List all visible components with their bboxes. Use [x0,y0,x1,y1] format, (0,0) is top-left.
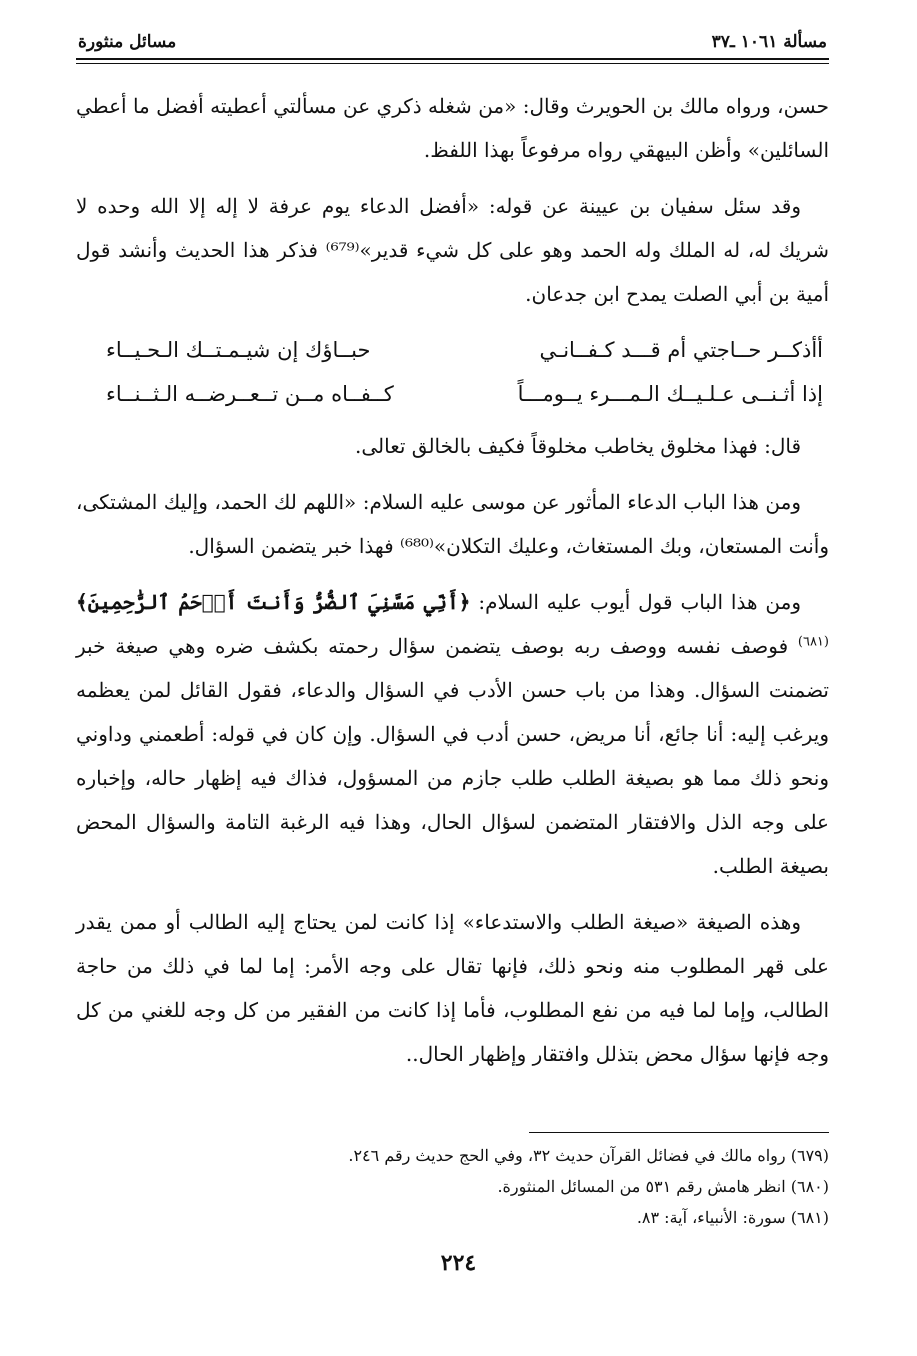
poem-verse-2 [76,372,829,416]
poem [76,328,829,416]
poem-verse-1-second-hemistich: حبــاؤك إن شيـمـتــك الـحـيــاء [106,338,371,362]
header-issue-number: مسألة ١٠٦١ ـ٣٧ [711,32,827,52]
poem-verse-2-first-hemistich: إذا أثـنــى عـلـيــك الـمـــرء يــومـــاً [517,382,823,406]
page-number: ٢٢٤ [440,1250,477,1276]
main-text [76,84,829,1076]
paragraph-5 [76,580,829,888]
footnote-681: (٦٨١) سورة: الأنبياء، آية: ٨٣. [636,1208,829,1227]
paragraph-5-body: فوصف نفسه ووصف ربه بوصف يتضمن سؤال رحمته بكشف ضره وهي صيغة خبر تضمنت السؤال. وهذا من باب حسن الأدب في السؤال والدعاء، فقول القائل لمن يعظمه ويرغب إليه: أنا جائع، أنا مريض، حسن أدب في السؤال. وإن كان في قوله: أطعمني وداوني ونحو ذلك مما هو بصيغة الطلب طلب جازم من المسؤول، فذاك فيه إظهار حاله، وإخباره على وجه الذل والافتقار المتضمن لسؤال الحال، وهذا فيه الرغبة التامة والسؤال المحض بصيغة الطلب. [76,634,830,878]
running-header [76,24,829,52]
poem-verse-2-second-hemistich: كــفــاه مــن تــعــرضــه الـثــنــاء [106,382,394,406]
header-section-title: مسائل منثورة [78,32,177,52]
footnote-680: (٦٨٠) انظر هامش رقم ٥٣١ من المسائل المنثورة. [497,1177,829,1196]
paragraph-1: حسن، ورواه مالك بن الحويرث وقال: «من شغله ذكري عن مسألتي أعطيته أفضل ما أعطي السائلين» وأظن البيهقي رواه مرفوعاً بهذا اللفظ. [76,94,829,162]
footnotes [76,1140,829,1233]
paragraph-2: وقد سئل سفيان بن عيينة عن قوله: «أفضل الدعاء يوم عرفة لا إله إلا الله وحده لا شريك له، له الملك وله الحمد وهو على كل شيء قدير»⁽⁶⁷⁹⁾ فذكر هذا الحديث وأنشد قول أمية بن أبي الصلت يمدح ابن جدعان. [76,194,830,306]
footnote-ref-681: (٦٨١) [797,634,829,650]
poem-verse-1-first-hemistich: أأذكــر حــاجتي أم قـــد كـفــانـي [539,338,823,362]
footnote-679: (٦٧٩) رواه مالك في فضائل القرآن حديث ٣٢، وفي الحج حديث رقم ٢٤٦. [348,1146,829,1165]
paragraph-3: قال: فهذا مخلوق يخاطب مخلوقاً فكيف بالخالق تعالى. [354,434,801,458]
paragraph-5-intro: ومن هذا الباب قول أيوب عليه السلام: [470,590,801,614]
quran-verse: ﴿أَنِّي مَسَّنِيَ ٱلضُّرُّ وَأَنتَ أَرۡحَمُ ٱلرَّٰحِمِينَ﴾ [76,590,471,614]
header-rule-thin [76,63,829,64]
poem-verse-1 [76,328,829,372]
paragraph-6: وهذه الصيغة «صيغة الطلب والاستدعاء» إذا كانت لمن يحتاج إليه الطالب أو ممن يقدر على قهر المطلوب منه ونحو ذلك، فإنها تقال على وجه الأمر: إما لما في ذلك من حاجة الطالب، وإما لما فيه من نفع المطلوب، فأما إذا كانت من الفقير من كل وجه للغني من كل وجه فإنها سؤال محض بتذلل وافتقار وإظهار الحال.. [76,910,829,1066]
header-rule-thick [76,58,829,60]
footnote-rule [529,1132,829,1133]
paragraph-4: ومن هذا الباب الدعاء المأثور عن موسى عليه السلام: «اللهم لك الحمد، وإليك المشتكى، وأنت المستعان، وبك المستغاث، وعليك التكلان»⁽⁶⁸⁰⁾ فهذا خبر يتضمن السؤال. [76,490,829,558]
